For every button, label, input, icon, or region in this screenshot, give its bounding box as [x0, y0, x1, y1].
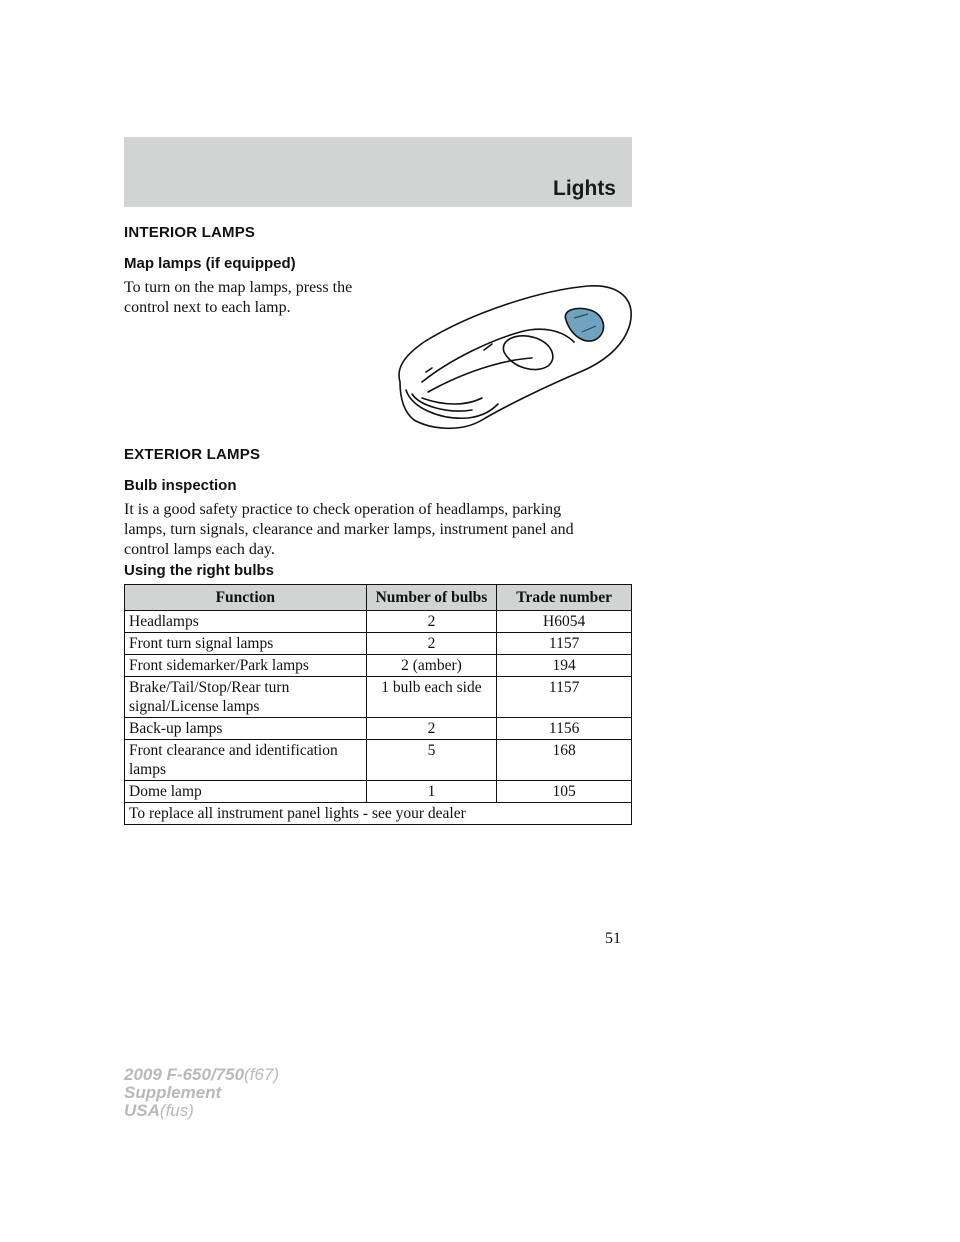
map-lamp-illustration — [392, 280, 636, 430]
bulb-table — [124, 584, 632, 825]
count-cell: 5 — [366, 740, 497, 781]
function-cell: Dome lamp — [125, 781, 367, 803]
model-code: (f67) — [244, 1065, 280, 1084]
count-cell: 1 — [366, 781, 497, 803]
count-cell: 2 — [366, 611, 497, 633]
function-cell: Front sidemarker/Park lamps — [125, 655, 367, 677]
table-header-row — [125, 585, 632, 611]
function-cell: Headlamps — [125, 611, 367, 633]
document-footer — [124, 1066, 279, 1120]
table-note-row — [125, 803, 632, 825]
table-row — [125, 655, 632, 677]
section-title: Lights — [553, 177, 616, 200]
map-lamps-text: To turn on the map lamps, press the control next to each lamp. — [124, 279, 353, 316]
lamp-lens — [503, 336, 553, 370]
table-row — [125, 781, 632, 803]
table-row — [125, 633, 632, 655]
bulb-inspection-text: It is a good safety practice to check operation of headlamps, parking lamps, turn signals, clearance and marker lamps, instrument panel and control lamps each day. — [124, 501, 574, 558]
column-header: Trade number — [497, 585, 632, 611]
count-cell: 2 — [366, 633, 497, 655]
function-cell: Front turn signal lamps — [125, 633, 367, 655]
exterior-lamps-heading: EXTERIOR LAMPS — [124, 446, 261, 463]
market-code: (fus) — [159, 1101, 194, 1120]
function-cell: Back-up lamps — [125, 718, 367, 740]
table-row — [125, 740, 632, 781]
market-name: USA — [124, 1101, 160, 1120]
dealer-note: To replace all instrument panel lights - see your dealer — [125, 803, 632, 825]
count-cell: 1 bulb each side — [366, 677, 497, 718]
function-cell: Front clearance and identification lamps — [125, 740, 367, 781]
trade-number-cell: 1157 — [497, 633, 632, 655]
table-row — [125, 611, 632, 633]
page-number: 51 — [605, 930, 621, 947]
count-cell: 2 — [366, 718, 497, 740]
section-header-band — [124, 137, 632, 207]
table-row — [125, 718, 632, 740]
table-row — [125, 677, 632, 718]
map-lamp-switch-icon — [565, 308, 603, 341]
column-header: Function — [125, 585, 367, 611]
trade-number-cell: 105 — [497, 781, 632, 803]
trade-number-cell: 194 — [497, 655, 632, 677]
right-bulbs-subheading: Using the right bulbs — [124, 562, 274, 579]
function-cell: Brake/Tail/Stop/Rear turn signal/License lamps — [125, 677, 367, 718]
trade-number-cell: 168 — [497, 740, 632, 781]
model-name: 2009 F-650/750 — [124, 1065, 245, 1084]
supplement-label: Supplement — [124, 1083, 222, 1102]
trade-number-cell: 1156 — [497, 718, 632, 740]
map-lamps-subheading: Map lamps (if equipped) — [124, 255, 296, 272]
interior-lamps-heading: INTERIOR LAMPS — [124, 224, 256, 241]
trade-number-cell: 1157 — [497, 677, 632, 718]
count-cell: 2 (amber) — [366, 655, 497, 677]
column-header: Number of bulbs — [366, 585, 497, 611]
bulb-inspection-subheading: Bulb inspection — [124, 477, 237, 494]
trade-number-cell: H6054 — [497, 611, 632, 633]
